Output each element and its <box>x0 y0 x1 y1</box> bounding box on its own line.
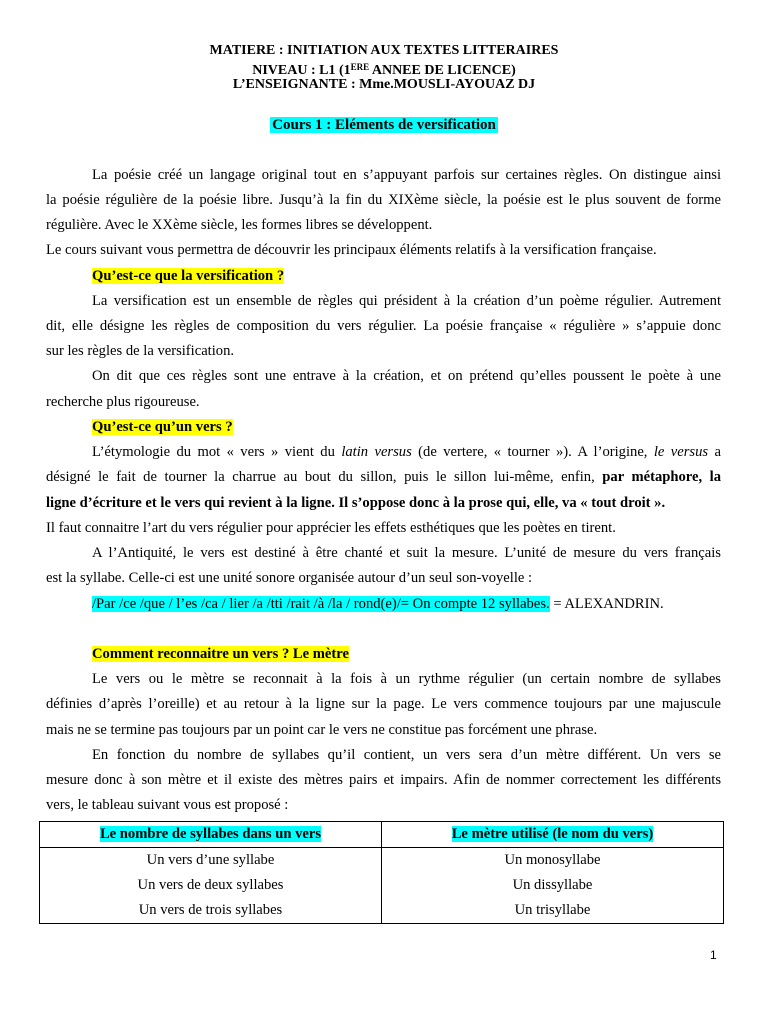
header-level-sup: ERE <box>350 62 370 72</box>
table-row <box>40 898 724 924</box>
s2-line-6: est la syllabe. Celle-ci est une unité sonore organisée autour d’un seul son-voyelle : <box>46 570 533 586</box>
s2-line-5: A l’Antiquité, le vers est destiné à être chanté et suit la mesure. L’unité de mesure du vers français <box>92 545 721 561</box>
text-run: désigné le fait de tourner la charrue au bout du sillon, puis le sillon lui-même, enfin, <box>46 469 603 485</box>
s1-line-1: La versification est un ensemble de règles qui président à la création d’un poème régulier. Autrement <box>92 293 721 309</box>
header-subject: MATIERE : INITIATION AUX TEXTES LITTERAIRES <box>209 43 559 58</box>
header-teacher: L’ENSEIGNANTE : Mme.MOUSLI-AYOUAZ DJ <box>232 77 536 92</box>
s3-line-1: Le vers ou le mètre se reconnait à la fois à un rythme régulier (un certain nombre de syllabes <box>92 671 721 687</box>
table-cell: Un vers de deux syllabes <box>40 873 382 898</box>
table-row <box>40 873 724 898</box>
table-cell: Un dissyllabe <box>382 873 724 898</box>
intro-line-3: régulière. Avec le XXème siècle, les formes libres se développent. <box>46 217 433 233</box>
s2-line-3: ligne d’écriture et le vers qui revient à la ligne. Il s’oppose donc à la prose qui, elle, va « tout droit ». <box>46 495 666 511</box>
italic-run: latin versus <box>341 444 412 460</box>
section-heading-versification <box>92 267 284 285</box>
header-level-text-end: ANNEE DE LICENCE) <box>369 63 516 78</box>
section-heading-metre <box>92 645 349 663</box>
table-header-cell <box>382 822 724 848</box>
s2-line-1 <box>92 443 721 461</box>
table-cell: Un trisyllabe <box>382 898 724 924</box>
text-run: L’étymologie du mot « vers » vient du <box>92 444 342 460</box>
section-heading-vers <box>92 418 233 436</box>
s3-line-4: En fonction du nombre de syllabes qu’il contient, un vers sera d’un mètre différent. Un vers se <box>92 747 721 763</box>
s3-line-5: mesure donc à son mètre et il existe des mètres pairs et impairs. Afin de nommer correctement les différents <box>46 772 721 788</box>
s2-line-4: Il faut connaitre l’art du vers régulier pour apprécier les effets esthétiques que les poètes en tirent. <box>46 520 616 536</box>
s2-line-2 <box>46 468 721 486</box>
s3-line-3: mais ne se termine pas toujours par un point car le vers ne constitue pas forcément une phrase. <box>46 722 598 738</box>
s1-line-2: dit, elle désigne les règles de composition du vers régulier. La poésie française « régulière » s’appuie donc <box>46 318 721 334</box>
syllable-example-tail: = ALEXANDRIN. <box>549 596 664 612</box>
course-title: Cours 1 : Eléments de versification <box>272 117 496 133</box>
s1-line-5: recherche plus rigoureuse. <box>46 394 200 410</box>
table-cell: Un monosyllabe <box>382 848 724 874</box>
s2-example <box>92 595 664 613</box>
s3-line-2: définies d’après l’oreille) et au retour à la ligne sur la page. Le vers commence toujours par une majuscule <box>46 696 721 712</box>
section-heading-text: Comment reconnaitre un vers ? Le mètre <box>92 646 349 662</box>
section-heading-text: Qu’est-ce qu’un vers ? <box>92 419 233 435</box>
s1-line-4: On dit que ces règles sont une entrave à la création, et on prétend qu’elles poussent le poète à une <box>92 368 721 384</box>
page-number: 1 <box>710 948 717 962</box>
table-header-cell <box>40 822 382 848</box>
section-heading-text: Qu’est-ce que la versification ? <box>92 268 285 284</box>
italic-run: le versus <box>653 444 709 460</box>
table-header-label: Le mètre utilisé (le nom du vers) <box>451 826 654 842</box>
intro-line-4: Le cours suivant vous permettra de découvrir les principaux éléments relatifs à la versification française. <box>46 242 657 258</box>
text-run: (de vertere, « tourner »). A l’origine, <box>411 444 654 460</box>
intro-line-2: la poésie régulière de la poésie libre. Jusqu’à la fin du XIXème siècle, la poésie est le plus souvent de forme <box>46 192 721 208</box>
course-title-wrap <box>0 116 768 134</box>
header-level-text: NIVEAU : L1 (1 <box>252 63 351 78</box>
table-header-label: Le nombre de syllabes dans un vers <box>99 826 322 842</box>
table-cell: Un vers de trois syllabes <box>40 898 382 924</box>
syllable-example: /Par /ce /que / l’es /ca / lier /a /tti /rait /à /la / rond(e)/= On compte 12 syllabes. <box>92 596 550 612</box>
s1-line-3: sur les règles de la versification. <box>46 343 235 359</box>
table-header-row <box>40 822 724 848</box>
s3-line-6: vers, le tableau suivant vous est proposé : <box>46 797 289 813</box>
intro-line-1: La poésie créé un langage original tout en s’appuyant parfois sur certaines règles. On distingue ainsi <box>92 167 721 183</box>
metre-table <box>39 821 724 924</box>
bold-run: par métaphore, la <box>602 469 721 485</box>
table-row <box>40 848 724 874</box>
text-run: a <box>708 444 721 460</box>
table-cell: Un vers d’une syllabe <box>40 848 382 874</box>
